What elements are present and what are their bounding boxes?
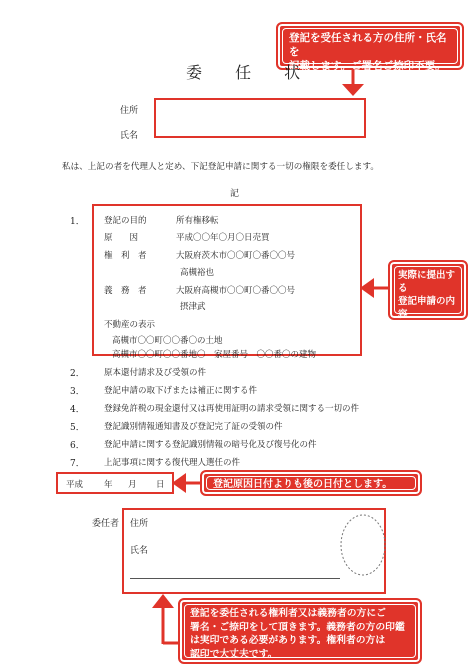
item-number: 1． [70, 217, 85, 227]
list-item: 登記申請の取下げまたは補正に関する件 [104, 386, 258, 396]
signature-line [130, 578, 340, 579]
obligor-name: 摂津武 [180, 302, 206, 312]
arrow-down-icon [338, 70, 368, 98]
property-label: 不動産の表示 [104, 320, 156, 330]
callout-date-note [200, 470, 422, 496]
holder-address: 大阪府茨木市〇〇町〇番〇〇号 [176, 251, 296, 261]
intro-text: 私は、上記の者を代理人と定め、下記登記申請に関する一切の権限を委任します。 [62, 162, 379, 172]
list-item: 登記申請に関する登記識別情報の暗号化及び復号化の件 [104, 440, 317, 450]
callout-line: 登記を受任される方の住所・氏名を [289, 32, 447, 58]
callout-line: 署名・ご捺印をして頂きます。義務者の方の印鑑 [190, 621, 405, 633]
callout-line: 記載します。ご署名ご捺印不要。 [289, 60, 446, 72]
property-building: 高槻市〇〇町〇〇番地〇 家屋番号 〇〇番〇の建物 [112, 350, 317, 360]
item-number: 3． [70, 387, 85, 397]
holder-label: 権 利 者 [104, 251, 147, 261]
page-title: 委 任 状 [186, 63, 315, 82]
date-month: 月 [128, 480, 137, 490]
principal-address-label: 住所 [130, 519, 149, 529]
list-item: 登記識別情報通知書及び登記完了証の受領の件 [104, 422, 283, 432]
purpose-value: 所有権移転 [176, 216, 219, 226]
item-number: 6． [70, 441, 85, 451]
arrow-left-icon [172, 471, 202, 495]
item-number: 5． [70, 423, 85, 433]
callout-line: 登記申請の内容 [398, 296, 456, 320]
callout-line: 登記原因日付よりも後の日付とします。 [213, 479, 393, 490]
purpose-label: 登記の目的 [104, 216, 147, 226]
item-number: 7． [70, 459, 85, 469]
agent-address-label: 住所 [120, 106, 139, 116]
list-item: 登録免許税の現金還付又は再使用証明の請求受領に関する一切の件 [104, 404, 360, 414]
ki-heading: 記 [230, 189, 240, 199]
property-land: 高槻市〇〇町〇〇番〇の土地 [112, 336, 223, 346]
obligor-label: 義 務 者 [104, 286, 147, 296]
cause-label: 原 因 [104, 233, 139, 243]
callout-line: は実印である必要があります。権利者の方は [190, 635, 386, 646]
date-era: 平成 [66, 480, 84, 490]
callout-line: にご変更下さい。 [398, 322, 456, 346]
item-number: 2． [70, 369, 85, 379]
date-day: 日 [156, 480, 165, 490]
agent-name-label: 氏名 [120, 131, 139, 141]
callout-line: 実際に提出する [398, 270, 456, 294]
agent-box [154, 98, 366, 138]
list-item: 上記事項に関する復代理人選任の件 [104, 458, 241, 468]
callout-line: 認印で大丈夫です。 [190, 648, 278, 660]
arrow-up-icon [148, 594, 178, 654]
seal-circle-icon [338, 510, 388, 580]
list-item: 原本還付請求及び受領の件 [104, 368, 207, 378]
principal-name-label: 氏名 [130, 546, 149, 556]
cause-value: 平成〇〇年〇月〇日売買 [176, 233, 270, 243]
obligor-address: 大阪府高槻市〇〇町〇番〇〇号 [176, 286, 296, 296]
date-year: 年 [104, 480, 113, 490]
item-number: 4． [70, 405, 85, 415]
callout-line: 登記を委任される権利者又は義務者の方にご [190, 608, 386, 619]
callout-signature-note [178, 598, 422, 664]
holder-name: 高槻裕也 [180, 268, 215, 278]
callout-content-note [388, 260, 468, 346]
principal-label: 委任者 [92, 519, 120, 529]
